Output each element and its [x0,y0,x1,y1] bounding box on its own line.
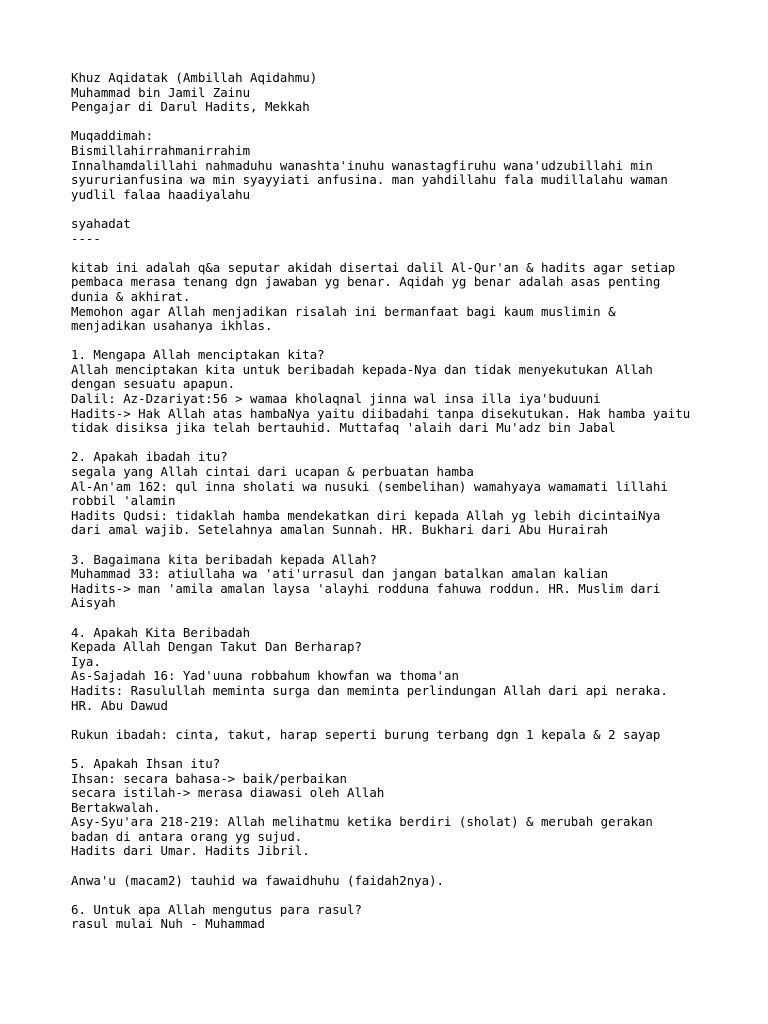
intro-line: yudlil falaa haadiyalahu [71,186,251,202]
intro-heading: Muqaddimah: [71,128,154,144]
qa-section [71,874,751,889]
spacer [71,538,751,553]
spacer [71,859,751,874]
section-body-line: robbil 'alamin [71,493,176,509]
spacer [71,246,751,261]
section-body-line: Kepada Allah Dengan Takut Dan Berharap? [71,639,362,655]
description-line: dunia & akhirat. [71,288,191,304]
spacer [71,115,751,130]
syahadat-label: syahadat [71,215,131,231]
sections-container [71,348,751,932]
section-heading-line: 1. Mengapa Allah menciptakan kita? [71,347,325,363]
section-body-line: Bertakwalah. [71,799,161,815]
section-heading-line: 6. Untuk apa Allah mengutus para rasul? [71,901,362,917]
qa-section [71,728,751,743]
section-body-line: Hadits Qudsi: tidaklah hamba mendekatkan diri kepada Allah yg lebih dicintaiNya [71,507,661,523]
separator: ---- [71,230,101,246]
section-heading-line: 3. Bagaimana kita beribadah kepada Allah? [71,551,377,567]
author-affiliation: Pengajar di Darul Hadits, Mekkah [71,99,310,115]
section-body-line: Aisyah [71,595,116,611]
section-body-line: Asy-Syu'ara 218-219: Allah melihatmu ketika berdiri (sholat) & merubah gerakan [71,814,653,830]
basmalah: Bismillahirrahmanirrahim [71,142,251,158]
spacer [71,202,751,217]
section-body-line: Hadits-> Hak Allah atas hambaNya yaitu diibadahi tanpa disekutukan. Hak hamba yaitu [71,405,691,421]
document-page [71,71,751,932]
section-heading-line: Anwa'u (macam2) tauhid wa fawaidhuhu (faidah2nya). [71,872,444,888]
description-line: pembaca merasa tenang dgn jawaban yg benar. Aqidah yg benar adalah asas penting [71,274,661,290]
section-body-line: As-Sajadah 16: Yad'uuna robbahum khowfan wa thoma'an [71,668,459,684]
spacer [71,888,751,903]
section-body-line: Hadits: Rasulullah meminta surga dan meminta perlindungan Allah dari api neraka. [71,682,668,698]
section-body-line: dengan sesuatu apapun. [71,376,236,392]
qa-section [71,450,751,538]
spacer [71,713,751,728]
section-body-line: Al-An'am 162: qul inna sholati wa nusuki (sembelihan) wamahyaya wamamati lillahi [71,478,668,494]
section-body-line: Iya. [71,653,101,669]
description-line: kitab ini adalah q&a seputar akidah disertai dalil Al-Qur'an & hadits agar setiap [71,259,676,275]
section-body-line: Muhammad 33: atiullaha wa 'ati'urrasul dan jangan batalkan amalan kalian [71,566,609,582]
section-body-line: Ihsan: secara bahasa-> baik/perbaikan [71,770,348,786]
spacer [71,742,751,757]
section-body-line: Allah menciptakan kita untuk beribadah kepada-Nya dan tidak menyekutukan Allah [71,361,653,377]
section-body-line: secara istilah-> merasa diawasi oleh Allah [71,785,385,801]
intro-line: Innalhamdalillahi nahmaduhu wanashta'inuhu wanastagfiruhu wana'udzubillahi min [71,157,653,173]
section-body-line: segala yang Allah cintai dari ucapan & perbuatan hamba [71,464,474,480]
section-body-line: Hadits dari Umar. Hadits Jibril. [71,843,310,859]
section-heading-line: 4. Apakah Kita Beribadah [71,624,251,640]
section-body-line: rasul mulai Nuh - Muhammad [71,916,265,932]
section-heading-line: Rukun ibadah: cinta, takut, harap seperti burung terbang dgn 1 kepala & 2 sayap [71,726,661,742]
author-name: Muhammad bin Jamil Zainu [71,84,251,100]
qa-section [71,757,751,859]
section-heading-line: 2. Apakah ibadah itu? [71,449,228,465]
intro-line: syururianfusina wa min syayyiati anfusina. man yahdillahu fala mudillalahu waman [71,172,668,188]
document-title: Khuz Aqidatak (Ambillah Aqidahmu) [71,70,318,85]
section-body-line: Hadits-> man 'amila amalan laysa 'alayhi rodduna fahuwa roddun. HR. Muslim dari [71,580,661,596]
spacer [71,611,751,626]
section-body-line: badan di antara orang yg sujud. [71,828,303,844]
section-body-line: HR. Abu Dawud [71,697,168,713]
section-body-line: dari amal wajib. Setelahnya amalan Sunnah. HR. Bukhari dari Abu Hurairah [71,522,609,538]
description-line: menjadikan usahanya ikhlas. [71,318,273,334]
qa-section [71,903,751,932]
qa-section [71,348,751,436]
qa-section [71,626,751,714]
spacer [71,436,751,451]
qa-section [71,553,751,611]
section-body-line: Dalil: Az-Dzariyat:56 > wamaa kholaqnal jinna wal insa illa iya'buduuni [71,391,601,407]
spacer [71,334,751,349]
section-body-line: tidak disiksa jika telah bertauhid. Muttafaq 'alaih dari Mu'adz bin Jabal [71,420,616,436]
section-heading-line: 5. Apakah Ihsan itu? [71,755,221,771]
description-line: Memohon agar Allah menjadikan risalah ini bermanfaat bagi kaum muslimin & [71,303,616,319]
